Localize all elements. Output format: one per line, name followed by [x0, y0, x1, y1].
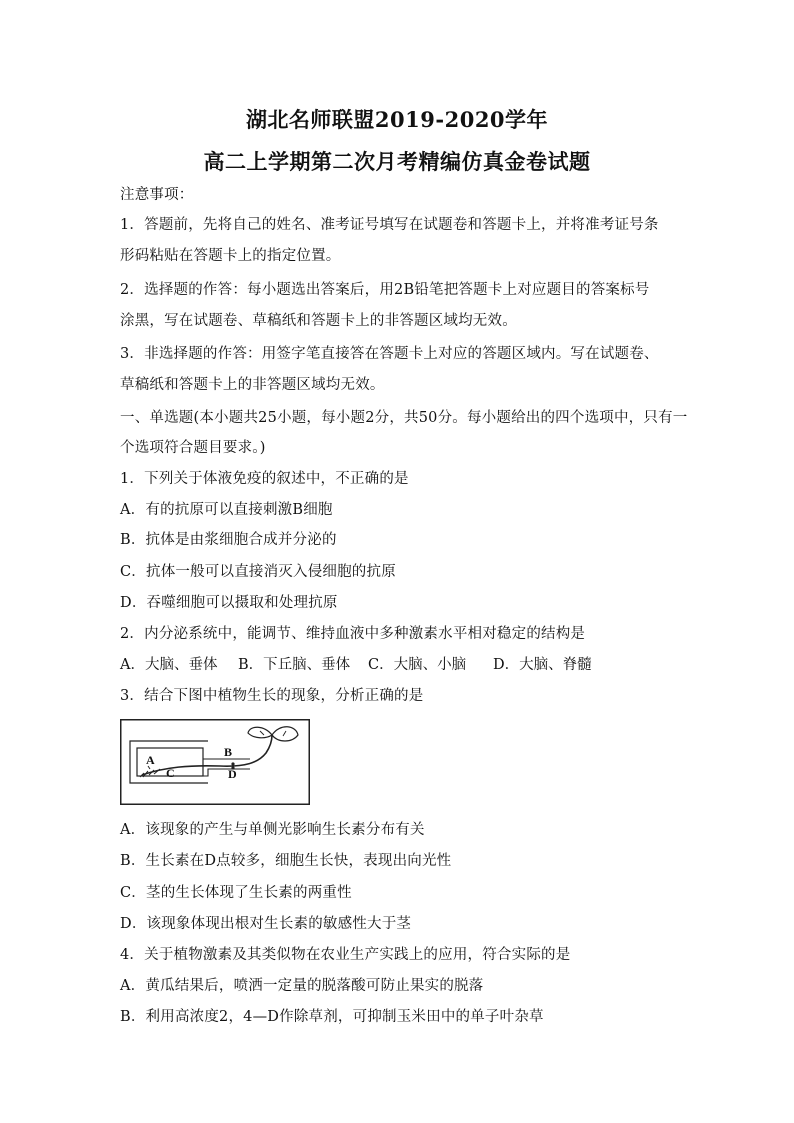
tube-bottom	[203, 769, 250, 776]
q2-option-d: D．大脑、脊髓	[493, 657, 592, 673]
q2-stem: 2．内分泌系统中，能调节、维持血液中多种激素水平相对稳定的结构是	[120, 626, 586, 642]
notice-item-1b: 形码粘贴在答题卡上的指定位置。	[120, 248, 341, 264]
q2-option-c: C．大脑、小脑	[368, 657, 467, 673]
q4-option-b: B．利用高浓度2，4—D作除草剂，可抑制玉米田中的单子叶杂草	[120, 1009, 544, 1025]
q3-option-c: C．茎的生长体现了生长素的两重性	[120, 885, 352, 901]
q3-option-d: D．该现象体现出根对生长素的敏感性大于茎	[120, 916, 412, 932]
q1-stem: 1．下列关于体液免疫的叙述中，不正确的是	[120, 471, 409, 487]
q1-option-a: A．有的抗原可以直接刺激B细胞	[120, 502, 333, 518]
q4-stem: 4．关于植物激素及其类似物在农业生产实践上的应用，符合实际的是	[120, 947, 571, 963]
q4-option-a: A．黄瓜结果后，喷洒一定量的脱落酸可防止果实的脱落	[120, 978, 484, 994]
notice-item-2a: 2．选择题的作答：每小题选出答案后，用2B铅笔把答题卡上对应题目的答案标号	[120, 282, 650, 298]
notice-item-2b: 涂黑，写在试题卷、草稿纸和答题卡上的非答题区域均无效。	[120, 313, 517, 329]
label-b: B	[224, 745, 233, 759]
section-heading-a: 一、单选题(本小题共25小题，每小题2分，共50分。每小题给出的四个选项中，只有一	[120, 410, 688, 426]
q1-option-c: C．抗体一般可以直接消灭入侵细胞的抗原	[120, 564, 396, 580]
label-d: D	[228, 767, 237, 781]
q1-option-d: D．吞噬细胞可以摄取和处理抗原	[120, 595, 338, 611]
q2-option-a: A．大脑、垂体	[120, 657, 218, 673]
exam-title-line2: 高二上学期第二次月考精编仿真金卷试题	[203, 149, 591, 174]
q3-option-a: A．该现象的产生与单侧光影响生长素分布有关	[120, 822, 425, 838]
q1-option-b: B．抗体是由浆细胞合成并分泌的	[120, 532, 337, 548]
point-b-dot	[231, 762, 234, 765]
plant-growth-figure	[120, 719, 310, 805]
notice-item-3a: 3．非选择题的作答：用签字笔直接答在答题卡上对应的答题区域内。写在试题卷、	[120, 346, 659, 362]
notice-item-1a: 1．答题前，先将自己的姓名、准考证号填写在试题卷和答题卡上，并将准考证号条	[120, 217, 659, 233]
q3-stem: 3．结合下图中植物生长的现象，分析正确的是	[120, 688, 424, 704]
notice-item-3b: 草稿纸和答题卡上的非答题区域均无效。	[120, 377, 385, 393]
label-a: A	[146, 753, 155, 767]
leaf-left	[248, 727, 272, 738]
leaf-right	[272, 727, 298, 741]
q3-option-b: B．生长素在D点较多，细胞生长快，表现出向光性	[120, 853, 452, 869]
label-c: C	[166, 766, 175, 780]
q2-option-b: B．下丘脑、垂体	[238, 657, 351, 673]
notice-heading: 注意事项：	[120, 187, 194, 203]
section-heading-b: 个选项符合题目要求。)	[120, 440, 266, 456]
q2-options	[120, 655, 680, 675]
exam-title-line1: 湖北名师联盟2019-2020学年	[245, 107, 549, 132]
